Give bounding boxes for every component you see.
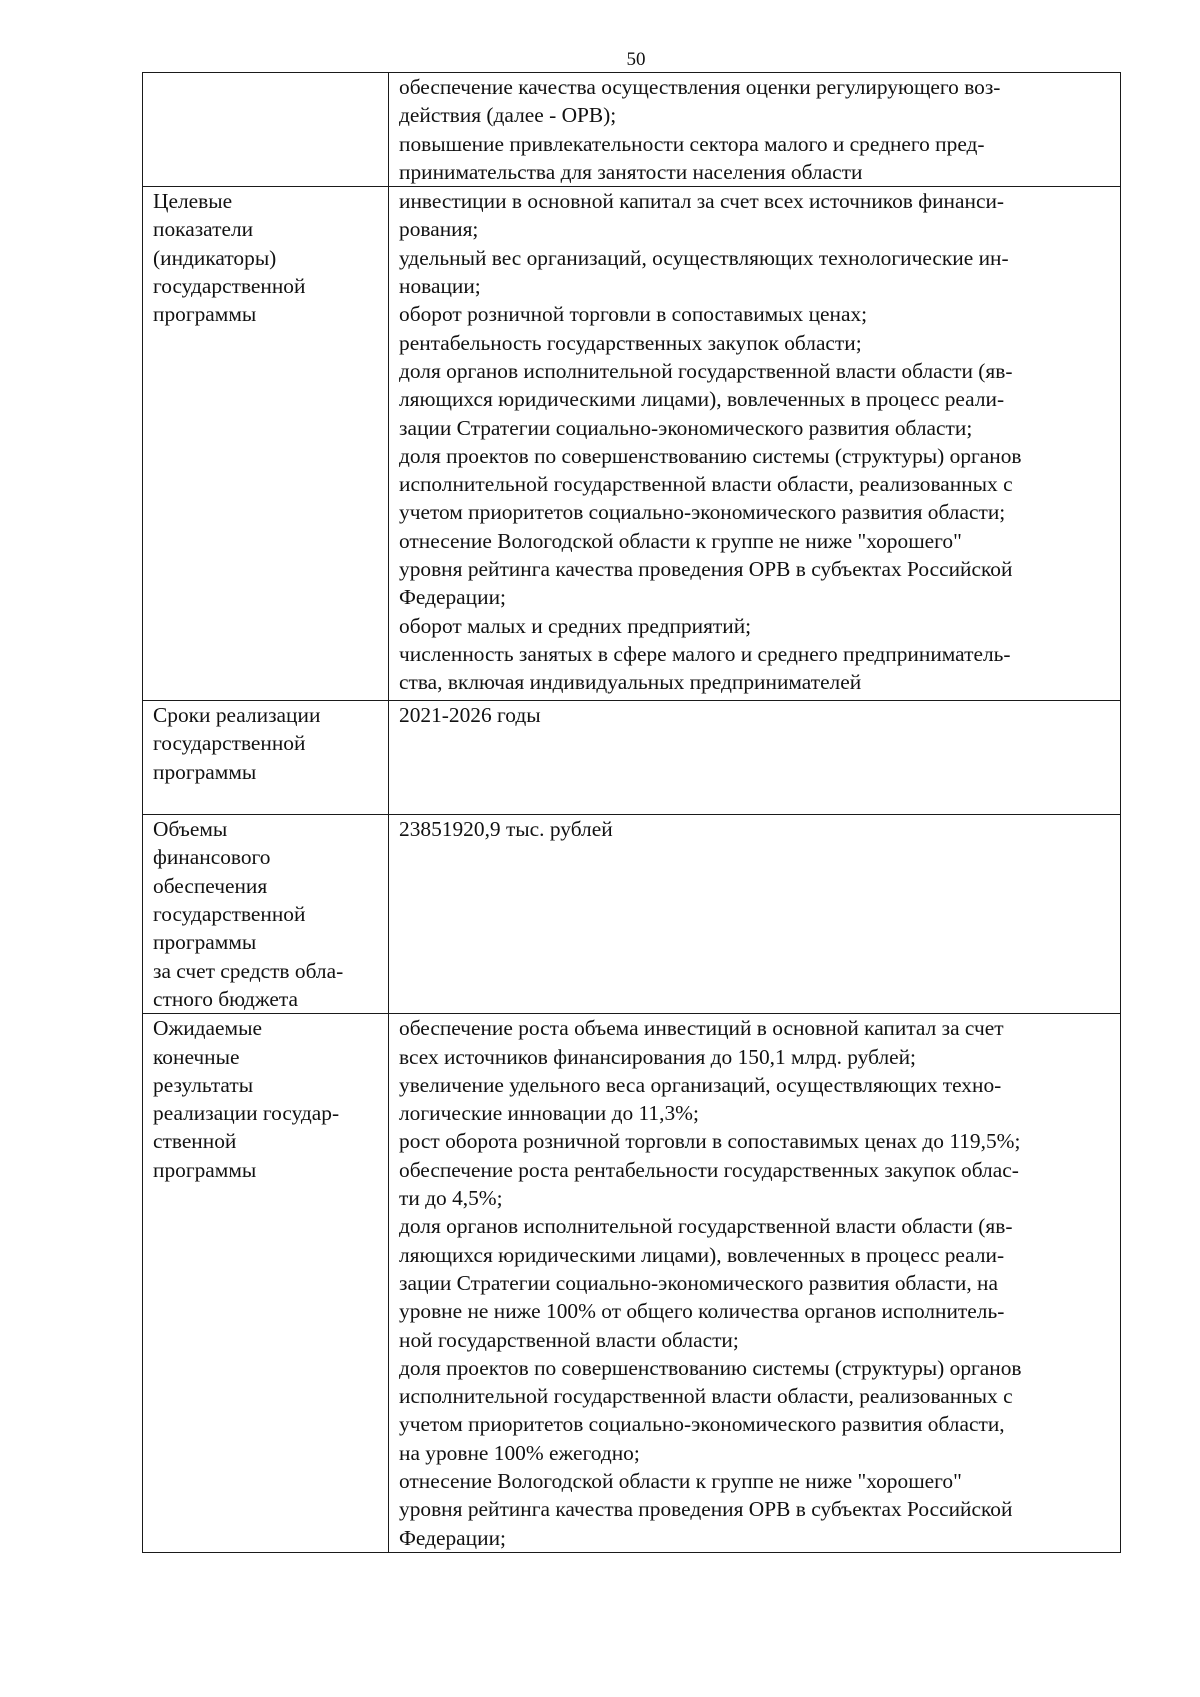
text-line: зации Стратегии социально-экономического развития области, на [399,1270,998,1295]
text-line: стного бюджета [153,986,299,1011]
text-line: обеспечение роста рентабельности государственных закупок облас- [399,1157,1019,1182]
row-value-cell [389,73,1121,187]
text-line: исполнительной государственной власти области, реализованных с [399,1384,1013,1409]
row-label-cell [143,73,389,187]
program-passport-table [142,72,1121,1553]
text-line: Сроки реализации [153,703,321,728]
text-line: обеспечения [153,873,268,898]
row-label-cell [143,701,389,815]
text-line: конечные [153,1044,240,1069]
text-line: за счет средств обла- [153,958,344,983]
row-value-cell [389,1014,1121,1553]
text-line: повышение привлекательности сектора малого и среднего пред- [399,131,985,156]
text-line: доля проектов по совершенствованию системы (структуры) органов [399,1355,1022,1380]
text-line: учетом приоритетов социально-экономического развития области; [399,500,1006,525]
text-line: реализации государ- [153,1101,340,1126]
page-number: 50 [626,49,646,70]
text-line: оборот розничной торговли в сопоставимых ценах; [399,302,868,327]
text-line: Федерации; [399,585,506,610]
row-label-cell [143,1014,389,1553]
text-line: всех источников финансирования до 150,1 млрд. рублей; [399,1044,916,1069]
text-line: уровня рейтинга качества проведения ОРВ в субъектах Российской [399,557,1013,582]
row-label-cell [143,815,389,1014]
text-line: логические инновации до 11,3%; [399,1101,699,1126]
text-line: Федерации; [399,1525,506,1550]
text-line: действия (далее - ОРВ); [399,103,617,128]
text-line: ства, включая индивидуальных предпринимателей [399,670,862,695]
text-line: показатели [153,217,254,242]
text-line: доля проектов по совершенствованию системы (структуры) органов [399,443,1022,468]
text-line: на уровне 100% ежегодно; [399,1440,640,1465]
text-line: ляющихся юридическими лицами), вовлеченных в процесс реали- [399,1242,1005,1267]
text-line: 2021-2026 годы [399,703,541,728]
text-line: результаты [153,1072,254,1097]
text-line: рования; [399,217,479,242]
text-line: ственной [153,1129,237,1154]
table-row [143,187,1121,701]
text-line: (индикаторы) [153,245,277,270]
text-line: государственной [153,902,306,927]
text-line: оборот малых и средних предприятий; [399,613,752,638]
text-line: государственной [153,274,306,299]
text-line: уровня рейтинга качества проведения ОРВ в субъектах Российской [399,1497,1013,1522]
row-value-cell [389,701,1121,815]
text-line: Объемы [153,817,228,842]
text-line: учетом приоритетов социально-экономического развития области, [399,1412,1005,1437]
table-row [143,73,1121,187]
text-line: ной государственной власти области; [399,1327,739,1352]
text-line: увеличение удельного веса организаций, осуществляющих техно- [399,1072,1002,1097]
text-line: рост оборота розничной торговли в сопоставимых ценах до 119,5%; [399,1129,1021,1154]
text-line: 23851920,9 тыс. рублей [399,817,613,842]
text-line: государственной [153,731,306,756]
table-row [143,1014,1121,1553]
row-value-cell [389,815,1121,1014]
text-line: принимательства для занятости населения области [399,159,863,184]
row-value-cell [389,187,1121,701]
text-line: ляющихся юридическими лицами), вовлеченных в процесс реали- [399,387,1005,412]
text-line: Ожидаемые [153,1016,262,1041]
text-line: численность занятых в сфере малого и среднего предприниматель- [399,641,1011,666]
table-row [143,815,1121,1014]
text-line: финансового [153,845,271,870]
text-line: программы [153,759,257,784]
text-line: зации Стратегии социально-экономического развития области; [399,415,973,440]
table-row [143,701,1121,815]
text-line: программы [153,302,257,327]
text-line: Целевые [153,189,233,214]
text-line: ти до 4,5%; [399,1186,503,1211]
text-line: удельный вес организаций, осуществляющих технологические ин- [399,245,1009,270]
text-line: программы [153,930,257,955]
text-line: рентабельность государственных закупок области; [399,330,862,355]
text-line: новации; [399,274,481,299]
text-line: уровне не ниже 100% от общего количества органов исполнитель- [399,1299,1005,1324]
text-line: доля органов исполнительной государственной власти области (яв- [399,358,1013,383]
text-line: программы [153,1157,257,1182]
text-line: обеспечение роста объема инвестиций в основной капитал за счет [399,1016,1004,1041]
text-line: обеспечение качества осуществления оценки регулирующего воз- [399,75,1001,99]
text-line: доля органов исполнительной государственной власти области (яв- [399,1214,1013,1239]
row-label-cell [143,187,389,701]
text-line: инвестиции в основной капитал за счет всех источников финанси- [399,189,1005,214]
text-line: отнесение Вологодской области к группе не ниже "хорошего" [399,528,962,553]
text-line: исполнительной государственной власти области, реализованных с [399,472,1013,497]
text-line: отнесение Вологодской области к группе не ниже "хорошего" [399,1469,962,1494]
